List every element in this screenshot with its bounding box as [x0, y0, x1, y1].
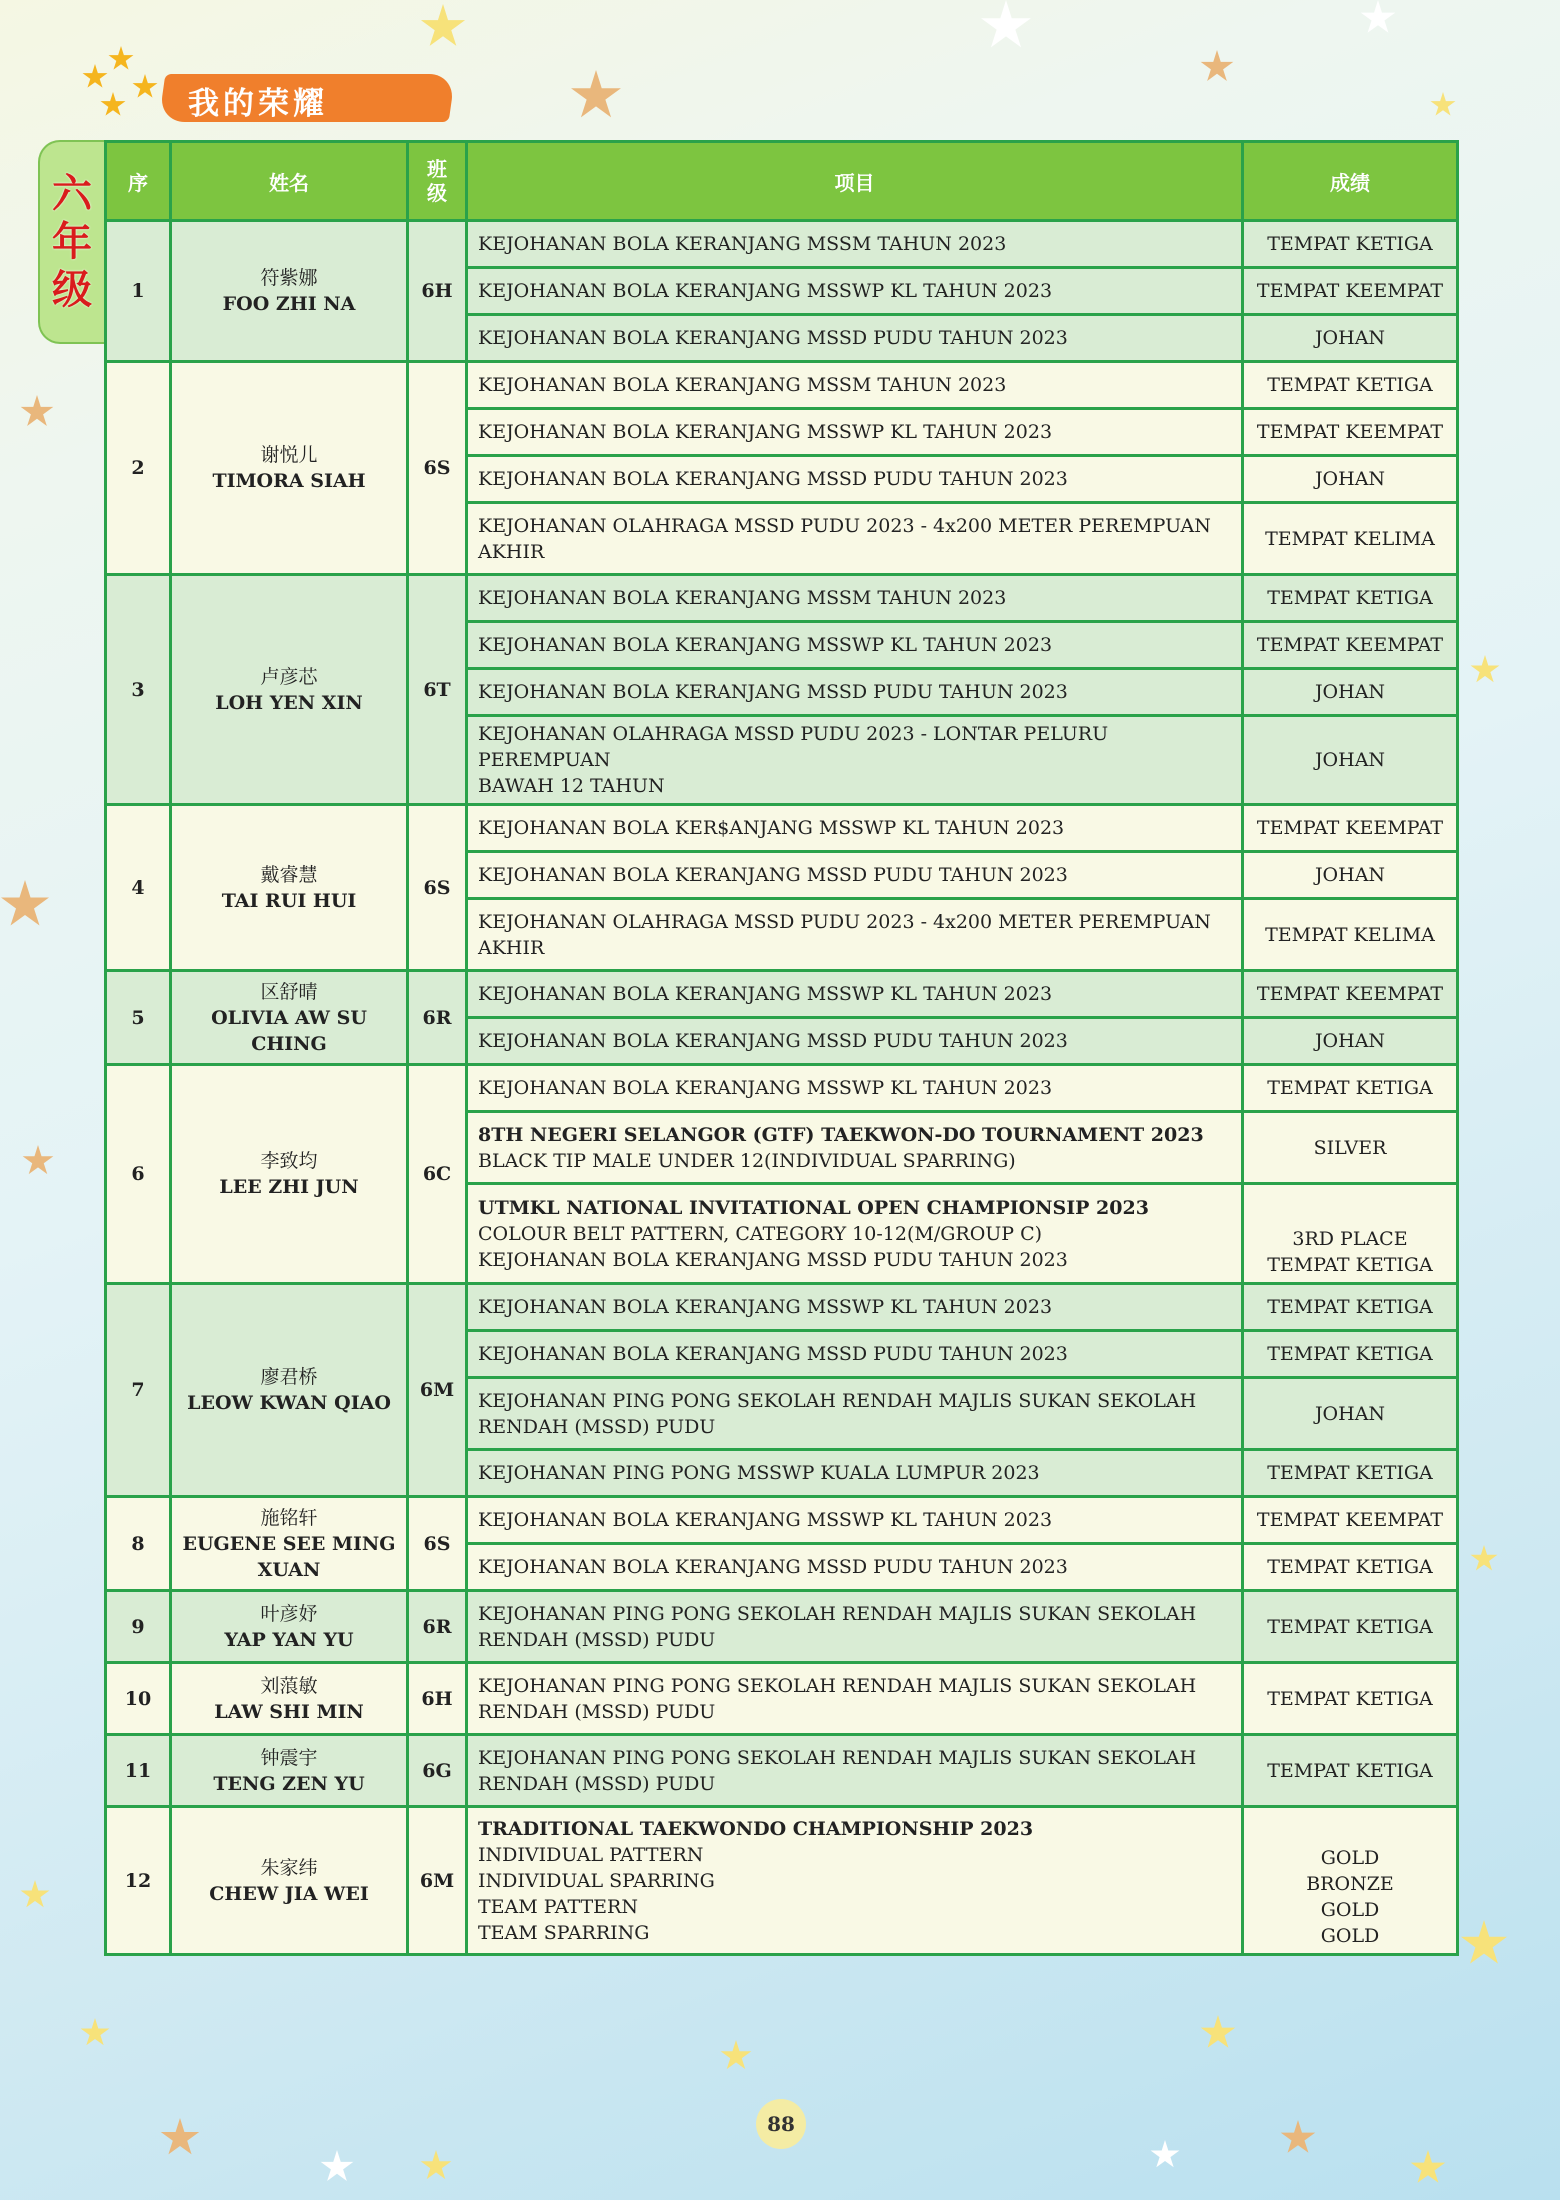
- table-row: [106, 1591, 1458, 1663]
- event-cell: [467, 1184, 1243, 1284]
- student-name-chinese: 叶彦妤: [260, 1602, 318, 1625]
- result-line: TEMPAT KETIGA: [1267, 1687, 1433, 1710]
- star-decoration: [80, 2018, 110, 2048]
- star-decoration: [1200, 2015, 1236, 2051]
- result-line: TEMPAT KETIGA: [1267, 1615, 1433, 1638]
- event-line: KEJOHANAN BOLA KERANJANG MSSWP KL TAHUN 2023: [478, 421, 1053, 443]
- result-line: TEMPAT KEEMPAT: [1256, 280, 1444, 302]
- event-cell: [467, 503, 1243, 575]
- event-line: RENDAH (MSSD) PUDU: [478, 1415, 716, 1438]
- star-decoration: [980, 0, 1032, 52]
- result-cell: [1243, 716, 1458, 805]
- table-row: [106, 221, 1458, 268]
- event-line: KEJOHANAN PING PONG MSSWP KUALA LUMPUR 2023: [478, 1462, 1040, 1484]
- student-name-english: LEOW KWAN QIAO: [187, 1392, 391, 1414]
- event-line: KEJOHANAN BOLA KERANJANG MSSD PUDU TAHUN 2023: [478, 1248, 1068, 1271]
- table-row: [106, 805, 1458, 852]
- student-name-english: TAI RUI HUI: [221, 889, 357, 912]
- event-line: TEAM SPARRING: [478, 1921, 650, 1944]
- result-line: TEMPAT KETIGA: [1267, 374, 1433, 396]
- result-line: JOHAN: [1314, 864, 1386, 886]
- student-number: 3: [106, 575, 171, 805]
- star-decoration: [22, 1145, 54, 1177]
- result-cell: [1243, 669, 1458, 716]
- result-line: TEMPAT KETIGA: [1267, 587, 1433, 609]
- student-class: 6C: [408, 1065, 467, 1284]
- result-line: BRONZE: [1306, 1873, 1394, 1895]
- event-line: KEJOHANAN BOLA KERANJANG MSSD PUDU TAHUN 2023: [478, 681, 1068, 703]
- student-number: 11: [106, 1735, 171, 1807]
- event-cell: [467, 622, 1243, 669]
- student-name-cell: [171, 1807, 408, 1955]
- result-cell: [1243, 1065, 1458, 1112]
- student-number: 10: [106, 1663, 171, 1735]
- student-number: 4: [106, 805, 171, 971]
- student-number: 8: [106, 1497, 171, 1591]
- result-line: TEMPAT KETIGA: [1267, 1343, 1433, 1365]
- star-decoration: [20, 395, 54, 429]
- event-line: BAWAH 12 TAHUN: [478, 775, 665, 797]
- table-row: [106, 971, 1458, 1018]
- event-cell: [467, 1735, 1243, 1807]
- event-cell: [467, 1591, 1243, 1663]
- result-line: 3RD PLACE: [1292, 1228, 1408, 1250]
- star-decoration: [20, 1880, 50, 1910]
- student-number: 2: [106, 362, 171, 575]
- student-name-english: OLIVIA AW SU CHING: [211, 1006, 367, 1055]
- student-class: 6M: [408, 1284, 467, 1497]
- event-line: KEJOHANAN BOLA KERANJANG MSSD PUDU TAHUN 2023: [478, 468, 1068, 490]
- event-cell: [467, 1663, 1243, 1735]
- honors-table: [104, 140, 1459, 1956]
- result-line: TEMPAT KELIMA: [1265, 923, 1435, 946]
- star-decoration: [1460, 1920, 1508, 1968]
- result-cell: [1243, 1112, 1458, 1184]
- grade-char-3: 级: [52, 267, 92, 313]
- event-line: KEJOHANAN BOLA KERANJANG MSSD PUDU TAHUN 2023: [478, 1030, 1068, 1052]
- result-line: GOLD: [1320, 1925, 1380, 1947]
- star-decoration: [1470, 1545, 1498, 1573]
- event-line: TEAM PATTERN: [478, 1895, 638, 1918]
- grade-tab: [38, 140, 104, 344]
- header-no: 序: [106, 142, 171, 221]
- table-row: [106, 362, 1458, 409]
- student-name-english: LAW SHI MIN: [214, 1700, 364, 1723]
- result-cell: [1243, 1497, 1458, 1544]
- result-line: JOHAN: [1314, 468, 1386, 490]
- star-decoration: [1360, 0, 1396, 36]
- student-name-chinese: 区舒晴: [260, 980, 318, 1003]
- student-name-english: YAP YAN YU: [224, 1628, 354, 1651]
- event-cell: [467, 669, 1243, 716]
- result-line: TEMPAT KEEMPAT: [1256, 634, 1444, 656]
- result-cell: [1243, 1450, 1458, 1497]
- table-row: [106, 1663, 1458, 1735]
- grade-char-2: 年: [52, 219, 92, 265]
- result-cell: [1243, 1735, 1458, 1807]
- banner-title: 我的荣耀: [188, 86, 328, 122]
- student-name-cell: [171, 1497, 408, 1591]
- event-line: INDIVIDUAL PATTERN: [478, 1843, 704, 1866]
- event-cell: [467, 409, 1243, 456]
- result-cell: [1243, 1378, 1458, 1450]
- student-number: 6: [106, 1065, 171, 1284]
- event-line: KEJOHANAN BOLA KERANJANG MSSWP KL TAHUN 2023: [478, 983, 1053, 1005]
- student-name-english: TIMORA SIAH: [212, 470, 366, 492]
- student-name-cell: [171, 1065, 408, 1284]
- student-class: 6G: [408, 1735, 467, 1807]
- student-name-cell: [171, 1663, 408, 1735]
- event-cell: [467, 1065, 1243, 1112]
- header-class-line2: 级: [427, 181, 447, 205]
- student-name-english: LEE ZHI JUN: [219, 1176, 359, 1198]
- student-class: 6S: [408, 805, 467, 971]
- result-cell: [1243, 409, 1458, 456]
- star-decoration: [570, 70, 622, 122]
- event-line: KEJOHANAN OLAHRAGA MSSD PUDU 2023 - 4x200 METER PEREMPUAN: [478, 514, 1211, 537]
- table-header-row: [106, 142, 1458, 221]
- event-cell: [467, 1497, 1243, 1544]
- event-line: KEJOHANAN OLAHRAGA MSSD PUDU 2023 - LONTAR PELURU PEREMPUAN: [478, 723, 1109, 771]
- student-number: 12: [106, 1807, 171, 1955]
- student-name-english: LOH YEN XIN: [215, 691, 363, 714]
- result-line: TEMPAT KETIGA: [1267, 1462, 1433, 1484]
- student-name-cell: [171, 1284, 408, 1497]
- student-name-chinese: 卢彦芯: [260, 665, 318, 688]
- event-line: AKHIR: [478, 540, 545, 563]
- event-line: KEJOHANAN BOLA KERANJANG MSSWP KL TAHUN 2023: [478, 1509, 1053, 1531]
- star-decoration: [1470, 655, 1500, 685]
- student-name-english: EUGENE SEE MING XUAN: [182, 1532, 396, 1581]
- student-name-english: CHEW JIA WEI: [209, 1882, 369, 1905]
- event-cell: [467, 362, 1243, 409]
- event-line: KEJOHANAN BOLA KERANJANG MSSD PUDU TAHUN 2023: [478, 1343, 1068, 1365]
- student-name-chinese: 钟震宇: [260, 1746, 318, 1769]
- result-cell: [1243, 1018, 1458, 1065]
- result-cell: [1243, 456, 1458, 503]
- result-line: JOHAN: [1314, 681, 1386, 703]
- header-class-line1: 班: [427, 157, 447, 181]
- student-number: 1: [106, 221, 171, 362]
- event-cell: [467, 1544, 1243, 1591]
- result-cell: [1243, 805, 1458, 852]
- star-decoration: [160, 2118, 200, 2158]
- student-name-cell: [171, 575, 408, 805]
- event-line: RENDAH (MSSD) PUDU: [478, 1700, 716, 1723]
- result-line: TEMPAT KETIGA: [1267, 1077, 1433, 1099]
- result-cell: [1243, 1663, 1458, 1735]
- student-name-cell: [171, 1591, 408, 1663]
- flower-icon: [132, 74, 158, 100]
- student-name-chinese: 施铭轩: [260, 1506, 318, 1529]
- result-line: TEMPAT KETIGA: [1267, 233, 1433, 255]
- event-cell: [467, 456, 1243, 503]
- star-decoration: [320, 2150, 354, 2184]
- event-cell: [467, 971, 1243, 1018]
- event-cell: [467, 268, 1243, 315]
- student-number: 7: [106, 1284, 171, 1497]
- student-name-chinese: 符紫娜: [260, 267, 318, 289]
- result-cell: [1243, 1591, 1458, 1663]
- student-name-chinese: 廖君桥: [260, 1366, 318, 1388]
- result-line: TEMPAT KEEMPAT: [1256, 421, 1444, 443]
- result-line: SILVER: [1313, 1136, 1387, 1159]
- result-line: GOLD: [1320, 1899, 1380, 1921]
- student-class: 6R: [408, 971, 467, 1065]
- event-cell: [467, 315, 1243, 362]
- event-line: KEJOHANAN BOLA KERANJANG MSSM TAHUN 2023: [478, 374, 1007, 396]
- event-line: KEJOHANAN BOLA KERANJANG MSSM TAHUN 2023: [478, 233, 1007, 255]
- student-name-cell: [171, 221, 408, 362]
- result-cell: [1243, 622, 1458, 669]
- student-name-chinese: 刘蒗敏: [260, 1674, 318, 1697]
- student-class: 6H: [408, 221, 467, 362]
- result-line: TEMPAT KETIGA: [1267, 1296, 1433, 1318]
- result-cell: [1243, 1284, 1458, 1331]
- result-cell: [1243, 575, 1458, 622]
- table-row: [106, 1497, 1458, 1544]
- result-cell: [1243, 315, 1458, 362]
- event-line: KEJOHANAN BOLA KERANJANG MSSWP KL TAHUN 2023: [478, 634, 1053, 656]
- star-decoration: [720, 2040, 752, 2072]
- event-cell: [467, 575, 1243, 622]
- event-cell: [467, 805, 1243, 852]
- student-class: 6R: [408, 1591, 467, 1663]
- event-line: RENDAH (MSSD) PUDU: [478, 1628, 716, 1651]
- result-line: JOHAN: [1314, 1030, 1386, 1052]
- student-number: 9: [106, 1591, 171, 1663]
- result-cell: [1243, 503, 1458, 575]
- table-row: [106, 1735, 1458, 1807]
- result-cell: [1243, 1807, 1458, 1955]
- table-row: [106, 575, 1458, 622]
- result-cell: [1243, 1184, 1458, 1284]
- flower-icon: [82, 64, 108, 90]
- event-line: KEJOHANAN BOLA KERANJANG MSSD PUDU TAHUN 2023: [478, 1556, 1068, 1578]
- event-cell: [467, 852, 1243, 899]
- header-class: [408, 142, 467, 221]
- event-cell: [467, 1018, 1243, 1065]
- student-class: 6M: [408, 1807, 467, 1955]
- student-name-cell: [171, 1735, 408, 1807]
- header-result: 成绩: [1243, 142, 1458, 221]
- event-line: RENDAH (MSSD) PUDU: [478, 1772, 716, 1795]
- result-line: [1244, 1200, 1456, 1226]
- star-decoration: [1410, 2150, 1446, 2186]
- star-decoration: [1430, 92, 1456, 118]
- result-cell: [1243, 1331, 1458, 1378]
- result-cell: [1243, 899, 1458, 971]
- student-name-chinese: 谢悦儿: [260, 444, 318, 466]
- student-name-english: FOO ZHI NA: [222, 293, 356, 315]
- result-line: TEMPAT KEEMPAT: [1256, 1509, 1444, 1531]
- student-number: 5: [106, 971, 171, 1065]
- result-cell: [1243, 221, 1458, 268]
- student-class: 6H: [408, 1663, 467, 1735]
- result-cell: [1243, 268, 1458, 315]
- table-row: [106, 1065, 1458, 1112]
- result-cell: [1243, 1544, 1458, 1591]
- event-cell: [467, 1112, 1243, 1184]
- student-name-chinese: 戴睿慧: [260, 863, 318, 886]
- student-class: 6T: [408, 575, 467, 805]
- result-line: GOLD: [1320, 1847, 1380, 1869]
- event-line: KEJOHANAN BOLA KERANJANG MSSD PUDU TAHUN 2023: [478, 327, 1068, 349]
- event-cell: [467, 899, 1243, 971]
- star-decoration: [1150, 2140, 1180, 2170]
- header-event: 项目: [467, 142, 1243, 221]
- student-name-cell: [171, 805, 408, 971]
- result-cell: [1243, 362, 1458, 409]
- event-line: KEJOHANAN PING PONG SEKOLAH RENDAH MAJLIS SUKAN SEKOLAH: [478, 1674, 1197, 1697]
- student-class: 6S: [408, 362, 467, 575]
- student-name-chinese: 李致均: [260, 1150, 318, 1172]
- star-decoration: [1200, 50, 1234, 84]
- event-cell: [467, 1807, 1243, 1955]
- event-line: BLACK TIP MALE UNDER 12(INDIVIDUAL SPARRING): [478, 1149, 1016, 1172]
- result-line: TEMPAT KELIMA: [1265, 527, 1435, 550]
- star-decoration: [420, 2150, 452, 2182]
- page-number: 88: [756, 2099, 806, 2149]
- result-line: JOHAN: [1314, 327, 1386, 349]
- result-cell: [1243, 971, 1458, 1018]
- student-name-cell: [171, 971, 408, 1065]
- table-row: [106, 1284, 1458, 1331]
- result-line: TEMPAT KETIGA: [1267, 1254, 1433, 1276]
- flower-icon: [108, 46, 134, 72]
- event-line: AKHIR: [478, 936, 545, 959]
- result-line: TEMPAT KETIGA: [1267, 1556, 1433, 1578]
- event-line: KEJOHANAN OLAHRAGA MSSD PUDU 2023 - 4x200 METER PEREMPUAN: [478, 910, 1211, 933]
- result-line: TEMPAT KEEMPAT: [1256, 817, 1444, 839]
- student-class: 6S: [408, 1497, 467, 1591]
- event-line: INDIVIDUAL SPARRING: [478, 1869, 715, 1892]
- flower-icon: [100, 92, 126, 118]
- result-line: JOHAN: [1314, 749, 1386, 771]
- event-cell: [467, 221, 1243, 268]
- event-line: KEJOHANAN BOLA KERANJANG MSSD PUDU TAHUN 2023: [478, 864, 1068, 886]
- event-line: UTMKL NATIONAL INVITATIONAL OPEN CHAMPIONSIP 2023: [478, 1196, 1149, 1219]
- event-line: COLOUR BELT PATTERN, CATEGORY 10-12(M/GROUP C): [478, 1222, 1043, 1245]
- result-line: TEMPAT KEEMPAT: [1256, 983, 1444, 1005]
- star-decoration: [1280, 2120, 1316, 2156]
- grade-char-1: 六: [52, 171, 92, 217]
- event-line: KEJOHANAN BOLA KERANJANG MSSM TAHUN 2023: [478, 587, 1007, 609]
- result-line: [1244, 1819, 1456, 1845]
- event-cell: [467, 1284, 1243, 1331]
- event-line: KEJOHANAN BOLA KERANJANG MSSWP KL TAHUN 2023: [478, 1077, 1053, 1099]
- result-line: TEMPAT KETIGA: [1267, 1759, 1433, 1782]
- event-cell: [467, 1378, 1243, 1450]
- result-line: JOHAN: [1314, 1402, 1386, 1425]
- star-decoration: [420, 4, 466, 50]
- event-cell: [467, 1331, 1243, 1378]
- event-cell: [467, 1450, 1243, 1497]
- event-line: TRADITIONAL TAEKWONDO CHAMPIONSHIP 2023: [478, 1817, 1034, 1840]
- student-name-english: TENG ZEN YU: [213, 1772, 365, 1795]
- event-line: KEJOHANAN PING PONG SEKOLAH RENDAH MAJLIS SUKAN SEKOLAH: [478, 1746, 1197, 1769]
- event-line: KEJOHANAN PING PONG SEKOLAH RENDAH MAJLIS SUKAN SEKOLAH: [478, 1389, 1197, 1412]
- table-body: [106, 221, 1458, 1955]
- result-cell: [1243, 852, 1458, 899]
- star-decoration: [0, 880, 50, 930]
- student-name-cell: [171, 362, 408, 575]
- event-cell: [467, 716, 1243, 805]
- event-line: 8TH NEGERI SELANGOR (GTF) TAEKWON-DO TOURNAMENT 2023: [478, 1123, 1204, 1146]
- header-name: 姓名: [171, 142, 408, 221]
- student-name-chinese: 朱家纬: [260, 1856, 318, 1879]
- event-line: KEJOHANAN PING PONG SEKOLAH RENDAH MAJLIS SUKAN SEKOLAH: [478, 1602, 1197, 1625]
- table-row: [106, 1807, 1458, 1955]
- event-line: KEJOHANAN BOLA KER$ANJANG MSSWP KL TAHUN 2023: [478, 817, 1065, 839]
- event-line: KEJOHANAN BOLA KERANJANG MSSWP KL TAHUN 2023: [478, 280, 1053, 302]
- event-line: KEJOHANAN BOLA KERANJANG MSSWP KL TAHUN 2023: [478, 1296, 1053, 1318]
